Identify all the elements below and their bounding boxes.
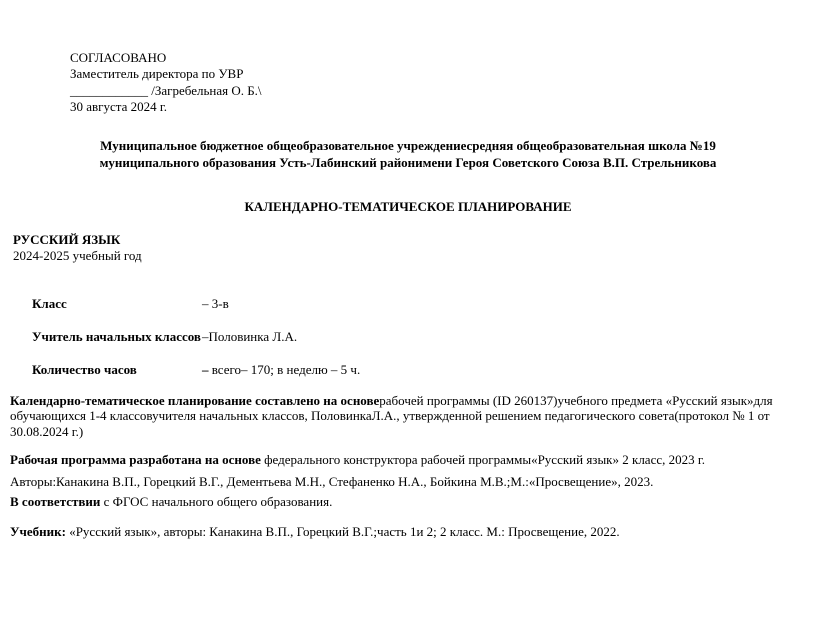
approval-signature: ____________ /Загребельная О. Б.\	[70, 82, 262, 98]
paragraph-standard-lead: В соответствии	[10, 494, 101, 509]
organization-line-2: муниципального образования Усть-Лабинский районимени Героя Советского Союза В.П. Стрельникова	[99, 154, 717, 170]
class-label: Класс	[32, 296, 67, 311]
approval-title: СОГЛАСОВАНО	[70, 50, 167, 65]
hours-label: Количество часов	[32, 362, 137, 377]
class-value: – 3-в	[202, 296, 229, 311]
hours-value-dash: –	[202, 362, 209, 377]
paragraph-basis-text: рабочей программы (ID 260137)учебного предмета «Русский язык»для обучающихся 1-4 классовучителя начальных классов, ПоловинкаЛ.А., утвержденной решением педагогического совета(протокол № 1 от 30.08.2024 г.)	[10, 393, 773, 439]
approval-position: Заместитель директора по УВР	[70, 66, 244, 82]
school-year: 2024-2025 учебный год	[13, 248, 142, 263]
paragraph-program	[10, 452, 800, 467]
paragraph-basis-lead: Календарно-тематическое планирование составлено на основе	[10, 393, 380, 408]
paragraph-textbook	[10, 524, 800, 539]
paragraph-standard	[10, 494, 800, 509]
organization-line-1: Муниципальное бюджетное общеобразовательное учреждениесредняя общеобразовательная школа №19	[100, 138, 716, 153]
hours-value-text: всего– 170; в неделю – 5 ч.	[208, 362, 361, 377]
paragraph-authors: Авторы:Канакина В.П., Горецкий В.Г., Дементьева М.Н., Стефаненко Н.А., Бойкина М.В.;М.:«Просвещение», 2023.	[10, 474, 654, 489]
teacher-value: –Половинка Л.А.	[202, 329, 298, 344]
document-title: КАЛЕНДАРНО-ТЕМАТИЧЕСКОЕ ПЛАНИРОВАНИЕ	[244, 199, 572, 214]
hours-value	[202, 362, 360, 378]
approval-block	[70, 50, 262, 115]
paragraph-program-lead: Рабочая программа разработана на основе	[10, 452, 261, 467]
paragraph-textbook-lead: Учебник:	[10, 524, 66, 539]
teacher-label: Учитель начальных классов	[32, 329, 201, 344]
subject-name: РУССКИЙ ЯЗЫК	[13, 232, 121, 247]
organization-name	[0, 138, 816, 171]
paragraph-standard-text: с ФГОС начального общего образования.	[100, 494, 333, 509]
approval-date: 30 августа 2024 г.	[70, 98, 167, 114]
paragraph-textbook-text: «Русский язык», авторы: Канакина В.П., Горецкий В.Г.;часть 1и 2; 2 класс. М.: Просвещение, 2022.	[65, 524, 620, 539]
paragraph-program-text: федерального конструктора рабочей программы«Русский язык» 2 класс, 2023 г.	[260, 452, 705, 467]
paragraph-basis	[10, 393, 800, 439]
